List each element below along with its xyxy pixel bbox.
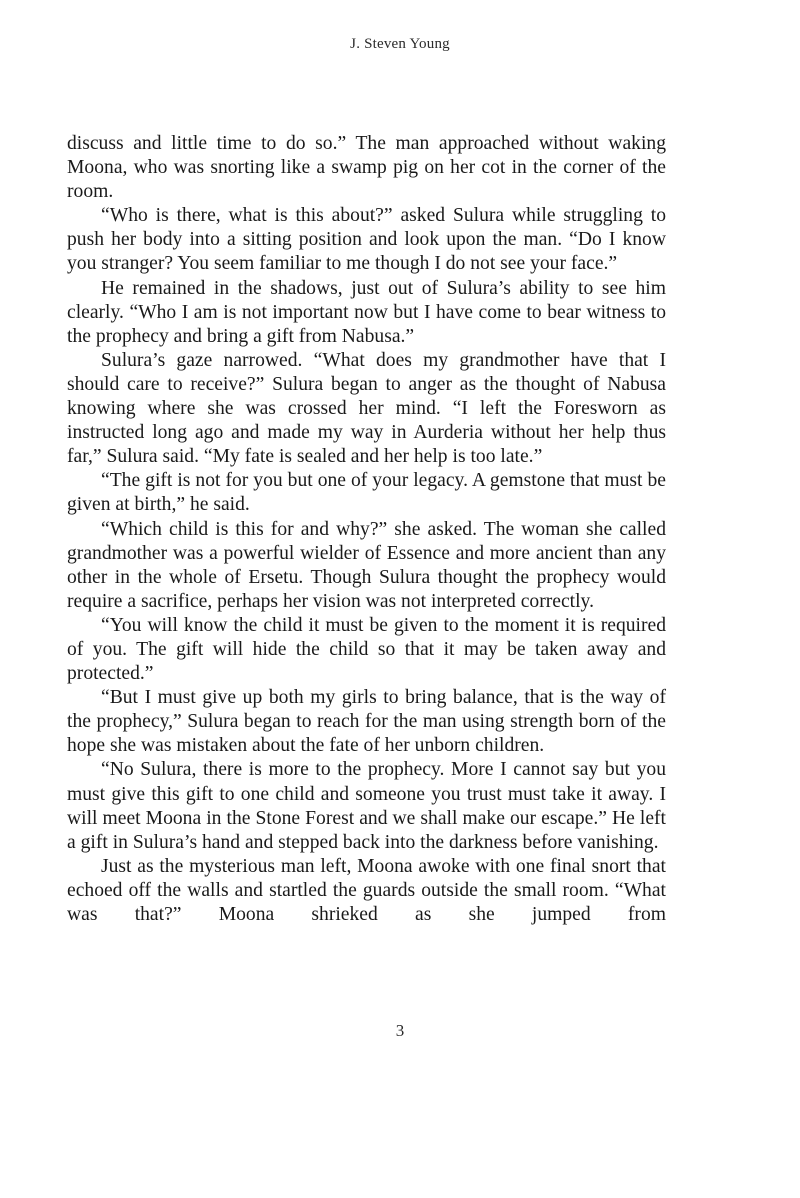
- paragraph: “But I must give up both my girls to bring balance, that is the way of the prophecy,” Sulura began to reach for the man using strength born of the hope she was mistaken about the fate of her unborn children.: [67, 687, 666, 757]
- paragraph: Sulura’s gaze narrowed. “What does my grandmother have that I should care to receive?” Sulura began to anger as the thought of Nabusa knowing where she was crossed her mind. “I left the Foresworn as instructed long ago and made my way in Aurderia without her help thus far,” Sulura said. “My fate is sealed and her help is too late.”: [67, 349, 666, 468]
- paragraph: “The gift is not for you but one of your legacy. A gemstone that must be given at birth,” he said.: [67, 470, 666, 516]
- running-head-author: J. Steven Young: [350, 36, 450, 52]
- paragraph: Just as the mysterious man left, Moona awoke with one final snort that echoed off the walls and startled the guards outside the small room. “What was that?” Moona shrieked as she jumped from: [67, 855, 666, 925]
- paragraph: “Who is there, what is this about?” asked Sulura while struggling to push her body into a sitting position and look upon the man. “Do I know you stranger? You seem familiar to me though I do not see your face.”: [67, 205, 666, 275]
- page-number: 3: [395, 1021, 405, 1040]
- paragraph: “No Sulura, there is more to the prophecy. More I cannot say but you must give this gift to one child and someone you trust must take it away. I will meet Moona in the Stone Forest and we shall make our escape.” He left a gift in Sulura’s hand and stepped back into the darkness before vanishing.: [67, 759, 666, 853]
- paragraph: He remained in the shadows, just out of Sulura’s ability to see him clearly. “Who I am is not important now but I have come to bear witness to the prophecy and bring a gift from Nabusa.”: [67, 277, 666, 347]
- paragraph: discuss and little time to do so.” The man approached without waking Moona, who was snorting like a swamp pig on her cot in the corner of the room.: [67, 133, 666, 203]
- body-text: [67, 132, 666, 927]
- paragraph: “Which child is this for and why?” she asked. The woman she called grandmother was a powerful wielder of Essence and more ancient than any other in the whole of Ersetu. Though Sulura thought the prophecy would require a sacrifice, perhaps her vision was not interpreted correctly.: [67, 518, 666, 612]
- paragraph: “You will know the child it must be given to the moment it is required of you. The gift will hide the child so that it may be taken away and protected.”: [67, 614, 666, 685]
